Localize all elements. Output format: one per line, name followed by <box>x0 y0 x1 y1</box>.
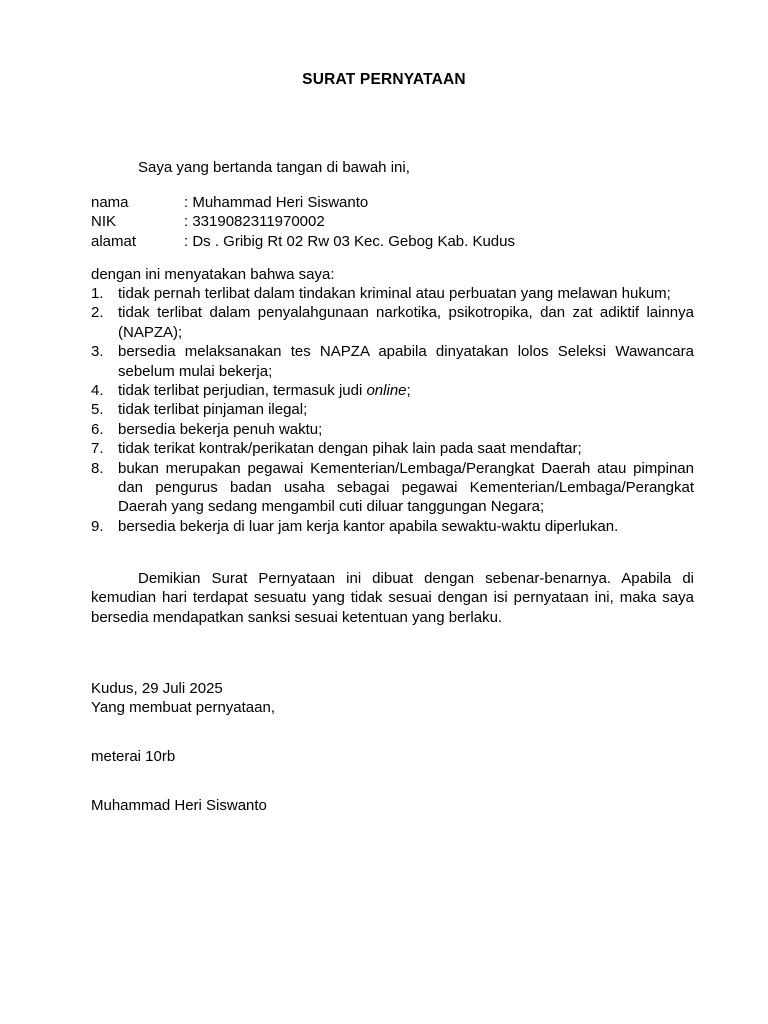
list-text <box>118 381 694 400</box>
identity-row-nik <box>91 212 691 231</box>
identity-row-address <box>91 232 691 251</box>
maker-label: Yang membuat pernyataan, <box>91 699 276 716</box>
identity-block <box>91 193 691 251</box>
list-item <box>91 439 694 458</box>
statement-list <box>91 284 694 536</box>
stamp-note: meterai 10rb <box>91 748 176 765</box>
list-item <box>91 342 694 381</box>
identity-value: : Muhammad Heri Siswanto <box>184 194 369 211</box>
list-text-part: ; <box>406 382 411 400</box>
place-date: Kudus, 29 Juli 2025 <box>91 680 223 697</box>
list-text: tidak pernah terlibat dalam tindakan kriminal atau perbuatan yang melawan hukum; <box>118 285 671 302</box>
identity-label: alamat <box>91 232 137 250</box>
intro-text: Saya yang bertanda tangan di bawah ini, <box>138 159 410 176</box>
list-item <box>91 420 694 439</box>
identity-label: NIK <box>91 213 117 231</box>
list-text-part: tidak terlibat perjudian, termasuk judi <box>118 382 367 400</box>
list-number: 4. <box>91 382 104 400</box>
list-text: tidak terikat kontrak/perikatan dengan pihak lain pada saat mendaftar; <box>118 440 582 458</box>
list-text: bersedia bekerja di luar jam kerja kantor apabila sewaktu-waktu diperlukan. <box>118 517 619 535</box>
list-number: 5. <box>91 401 104 419</box>
list-item <box>91 303 694 342</box>
list-number: 6. <box>91 420 104 438</box>
list-number: 8. <box>91 459 104 477</box>
identity-value: : 3319082311970002 <box>184 213 325 231</box>
identity-value: : Ds . Gribig Rt 02 Rw 03 Kec. Gebog Kab. Kudus <box>184 232 515 250</box>
list-text: bersedia melaksanakan tes NAPZA apabila dinyatakan lolos Seleksi Wawancara sebelum mulai bekerja; <box>118 343 694 380</box>
signer-name: Muhammad Heri Siswanto <box>91 797 267 814</box>
list-item <box>91 381 694 400</box>
list-text: bersedia bekerja penuh waktu; <box>118 420 323 438</box>
list-number: 3. <box>91 343 104 361</box>
list-item <box>91 284 694 303</box>
list-item <box>91 517 694 536</box>
statement-intro: dengan ini menyatakan bahwa saya: <box>91 266 335 283</box>
identity-label: nama <box>91 194 129 211</box>
list-number: 1. <box>91 285 104 302</box>
list-text: tidak terlibat pinjaman ilegal; <box>118 401 308 419</box>
list-text-italic: online <box>366 382 407 400</box>
list-text: tidak terlibat dalam penyalahgunaan narkotika, psikotropika, dan zat adiktif lainnya (NAPZA); <box>118 304 694 341</box>
list-number: 9. <box>91 517 104 535</box>
closing-paragraph: Demikian Surat Pernyataan ini dibuat dengan sebenar-benarnya. Apabila di kemudian hari terdapat sesuatu yang tidak sesuai dengan isi pernyataan ini, maka saya bersedia mendapatkan sanksi sesuai ketentuan yang berlaku. <box>91 570 694 626</box>
list-item <box>91 459 694 517</box>
list-number: 2. <box>91 304 104 322</box>
list-number: 7. <box>91 440 104 458</box>
list-text: bukan merupakan pegawai Kementerian/Lembaga/Perangkat Daerah atau pimpinan dan pengurus badan usaha sebagai pegawai Kementerian/Lembaga/Perangkat Daerah yang sedang mengambil cuti diluar tanggungan Negara; <box>118 459 694 516</box>
list-item <box>91 400 694 419</box>
identity-row-name <box>91 193 691 212</box>
document-title: SURAT PERNYATAAN <box>302 71 466 88</box>
